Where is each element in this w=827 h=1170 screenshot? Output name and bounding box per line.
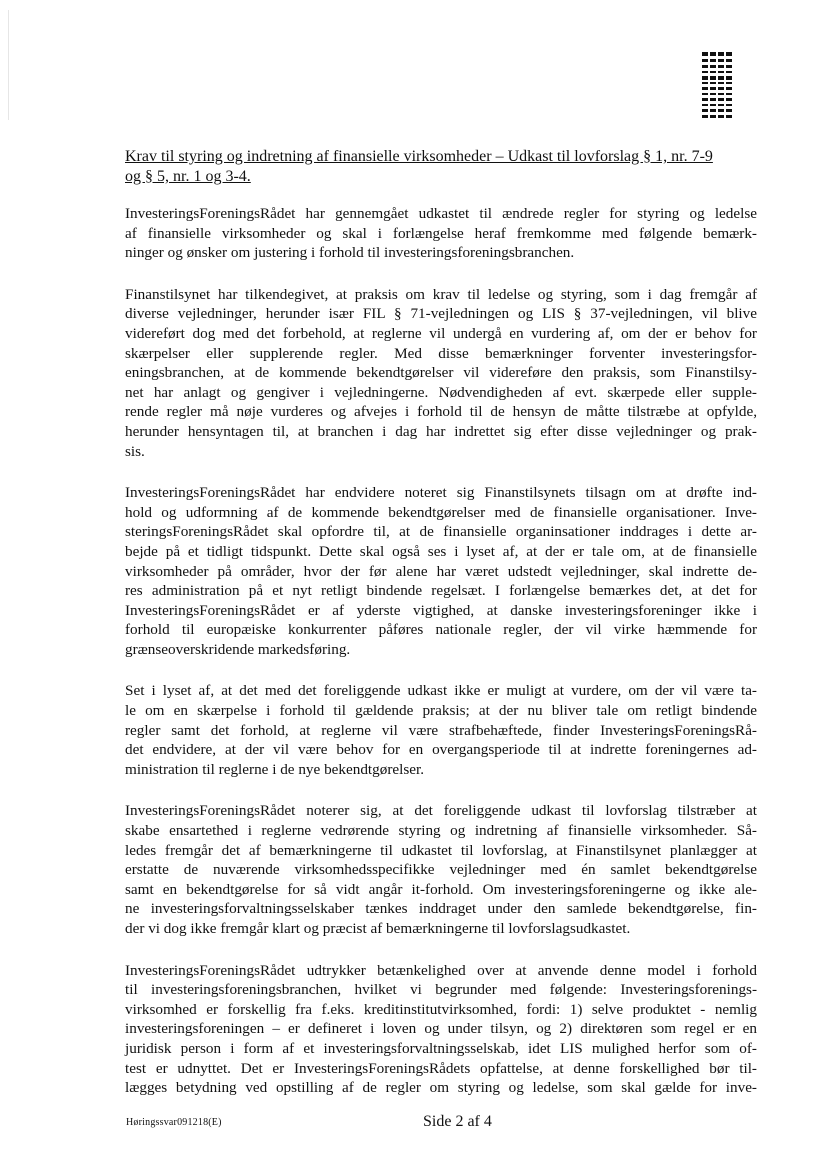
paragraph-line: InvesteringsForeningsRådet har endvidere noteret sig Finanstilsynets tilsagn om at drøfte ind-	[125, 484, 757, 502]
scan-edge-mark	[8, 10, 9, 120]
footer-page-number: Side 2 af 4	[423, 1113, 492, 1130]
paragraph-line: virksomheder på områder, hvor der før alene har været udstedt vejledninger, skal indrette de-	[125, 562, 757, 580]
paragraph-line: bejde på et tidligt tidspunkt. Dette skal også ses i lyset af, at der er tale om, at de finansielle	[125, 542, 757, 560]
paragraph-line: le om en skærpelse i forhold til gældende praksis; at der nu bliver tale om retligt bindende	[125, 702, 757, 720]
paragraph-line: virksomhed er forskellig fra f.eks. kreditinstitutvirksomhed, fordi: 1) selve produktet - nemlig	[125, 1000, 757, 1018]
paragraph-line: InvesteringsForeningsRådet udtrykker betænkelighed over at anvende denne model i forhold	[125, 961, 757, 979]
body-paragraph	[125, 483, 757, 659]
paragraph-line: diverse vejledninger, herunder især FIL § 71-vejledningen og LIS § 37-vejledningen, vil blive	[125, 305, 757, 323]
paragraph-line: skabe ensartethed i reglerne vedrørende styring og indretning af finansielle virksomheder. Så-	[125, 822, 757, 840]
heading-line: og § 5, nr. 1 og 3-4.	[125, 168, 251, 185]
paragraph-line: videreført dog med det forbehold, at reglerne vil undergå en vurdering af, om der er behov for	[125, 324, 757, 342]
paragraph-line: test er udnyttet. Det er InvesteringsForeningsRådets opfattelse, at denne forskellighed bør til-	[125, 1059, 757, 1077]
paragraph-line: juridisk person i form af et investeringsforvaltningsselskab, idet LIS mulighed herfor som of-	[125, 1039, 757, 1057]
paragraph-line: ministration til reglerne i de nye bekendtgørelser.	[125, 760, 425, 778]
paragraph-line: sis.	[125, 442, 145, 460]
body-paragraph	[125, 961, 757, 1098]
paragraph-line: erstatte de nuværende virksomhedsspecifikke vejledninger med én samlet bekendtgørelse	[125, 861, 757, 879]
paragraph-line: samt en bekendtgørelse for så vidt angår it-forhold. Om investeringsforeningerne og ikke ale-	[125, 880, 757, 898]
paragraph-line: herunder hensyntagen til, at branchen i dag har indrettet sig efter disse vejledninger og prak-	[125, 422, 757, 440]
paragraph-line: til investeringsforeningsbranchen, hvilket vi begrunder med følgende: Investeringsforenings-	[125, 981, 757, 999]
paragraph-line: lægges betydning ved opstilling af de regler om styring og ledelse, som skal gælde for inve-	[125, 1079, 757, 1097]
body-paragraph	[125, 285, 757, 461]
body-paragraph	[125, 681, 757, 779]
paragraph-line: res administration på et nyt retligt bindende regelsæt. I forlængelse bemærkes det, at det for	[125, 582, 757, 600]
paragraph-line: det endvidere, at der vil være behov for en overgangsperiode til at indrette foreningernes ad-	[125, 741, 757, 759]
footer-reference: Høringssvar091218(E)	[126, 1117, 222, 1128]
paragraph-line: ledes fremgår det af bemærkningerne til udkastet til lovforslag, at Finanstilsynet planlægger at	[125, 841, 757, 859]
paragraph-line: forhold til europæiske konkurrenter påføres nationale regler, der vil virke hæmmende for	[125, 621, 757, 639]
barcode-logo-icon	[702, 52, 732, 118]
paragraph-line: eningsbranchen, at de kommende bekendtgørelser vil videreføre den praksis, som Finanstilsy-	[125, 364, 757, 382]
paragraph-line: Finanstilsynet har tilkendegivet, at praksis om krav til ledelse og styring, som i dag fremgår af	[125, 285, 757, 303]
paragraph-line: der vi dog ikke fremgår klart og præcist af bemærkningerne til lovforslagsudkastet.	[125, 920, 631, 937]
paragraph-line: InvesteringsForeningsRådet noterer sig, at det foreliggende udkast til lovforslag tilstræber at	[125, 802, 757, 820]
heading-line: Krav til styring og indretning af finansielle virksomheder – Udkast til lovforslag § 1, nr. 7-9	[125, 148, 713, 165]
document-heading	[125, 147, 755, 187]
paragraph-line: InvesteringsForeningsRådet har gennemgået udkastet til ændrede regler for styring og ledelse	[125, 205, 757, 222]
document-body	[125, 204, 757, 1120]
paragraph-line: skærpelser eller supplerende regler. Med disse bemærkninger forventer investeringsfor-	[125, 344, 757, 362]
paragraph-line: af finansielle virksomheder og skal i forlængelse heraf fremkomme med følgende bemærk-	[125, 224, 757, 242]
paragraph-line: rende regler må nøje vurderes og afvejes i forhold til de hensyn de måtte tilstræbe at opfylde,	[125, 403, 757, 421]
body-paragraph	[125, 204, 757, 263]
paragraph-line: Set i lyset af, at det med det foreliggende udkast ikke er muligt at vurdere, om der vil være ta-	[125, 682, 757, 700]
paragraph-line: ne investeringsforvaltningsselskaber tænkes inddraget under den samlede bekendtgørelse, fin-	[125, 900, 757, 918]
paragraph-line: steringsForeningsRådet skal opfordre til, at de finansielle organinsationer inddrages i dette ar-	[125, 523, 757, 541]
body-paragraph	[125, 801, 757, 938]
paragraph-line: InvesteringsForeningsRådet er af yderste vigtighed, at danske investeringsforeninger ikke i	[125, 601, 757, 619]
paragraph-line: investeringsforeningen – er defineret i loven og under tilsyn, og 2) direktøren som regel er en	[125, 1020, 757, 1038]
paragraph-line: grænseoverskridende markedsføring.	[125, 640, 351, 658]
paragraph-line: ninger og ønsker om justering i forhold til investeringsforeningsbranchen.	[125, 244, 575, 262]
paragraph-line: hold og udformning af de kommende bekendtgørelser med de finansielle organisationer. Inve-	[125, 503, 757, 521]
paragraph-line: regler samt det forhold, at reglerne vil være strafbehæftede, finder InvesteringsForeningsRå-	[125, 721, 757, 739]
paragraph-line: net har anlagt og gengiver i vejledningerne. Nødvendigheden af evt. skærpede eller supple-	[125, 383, 757, 401]
